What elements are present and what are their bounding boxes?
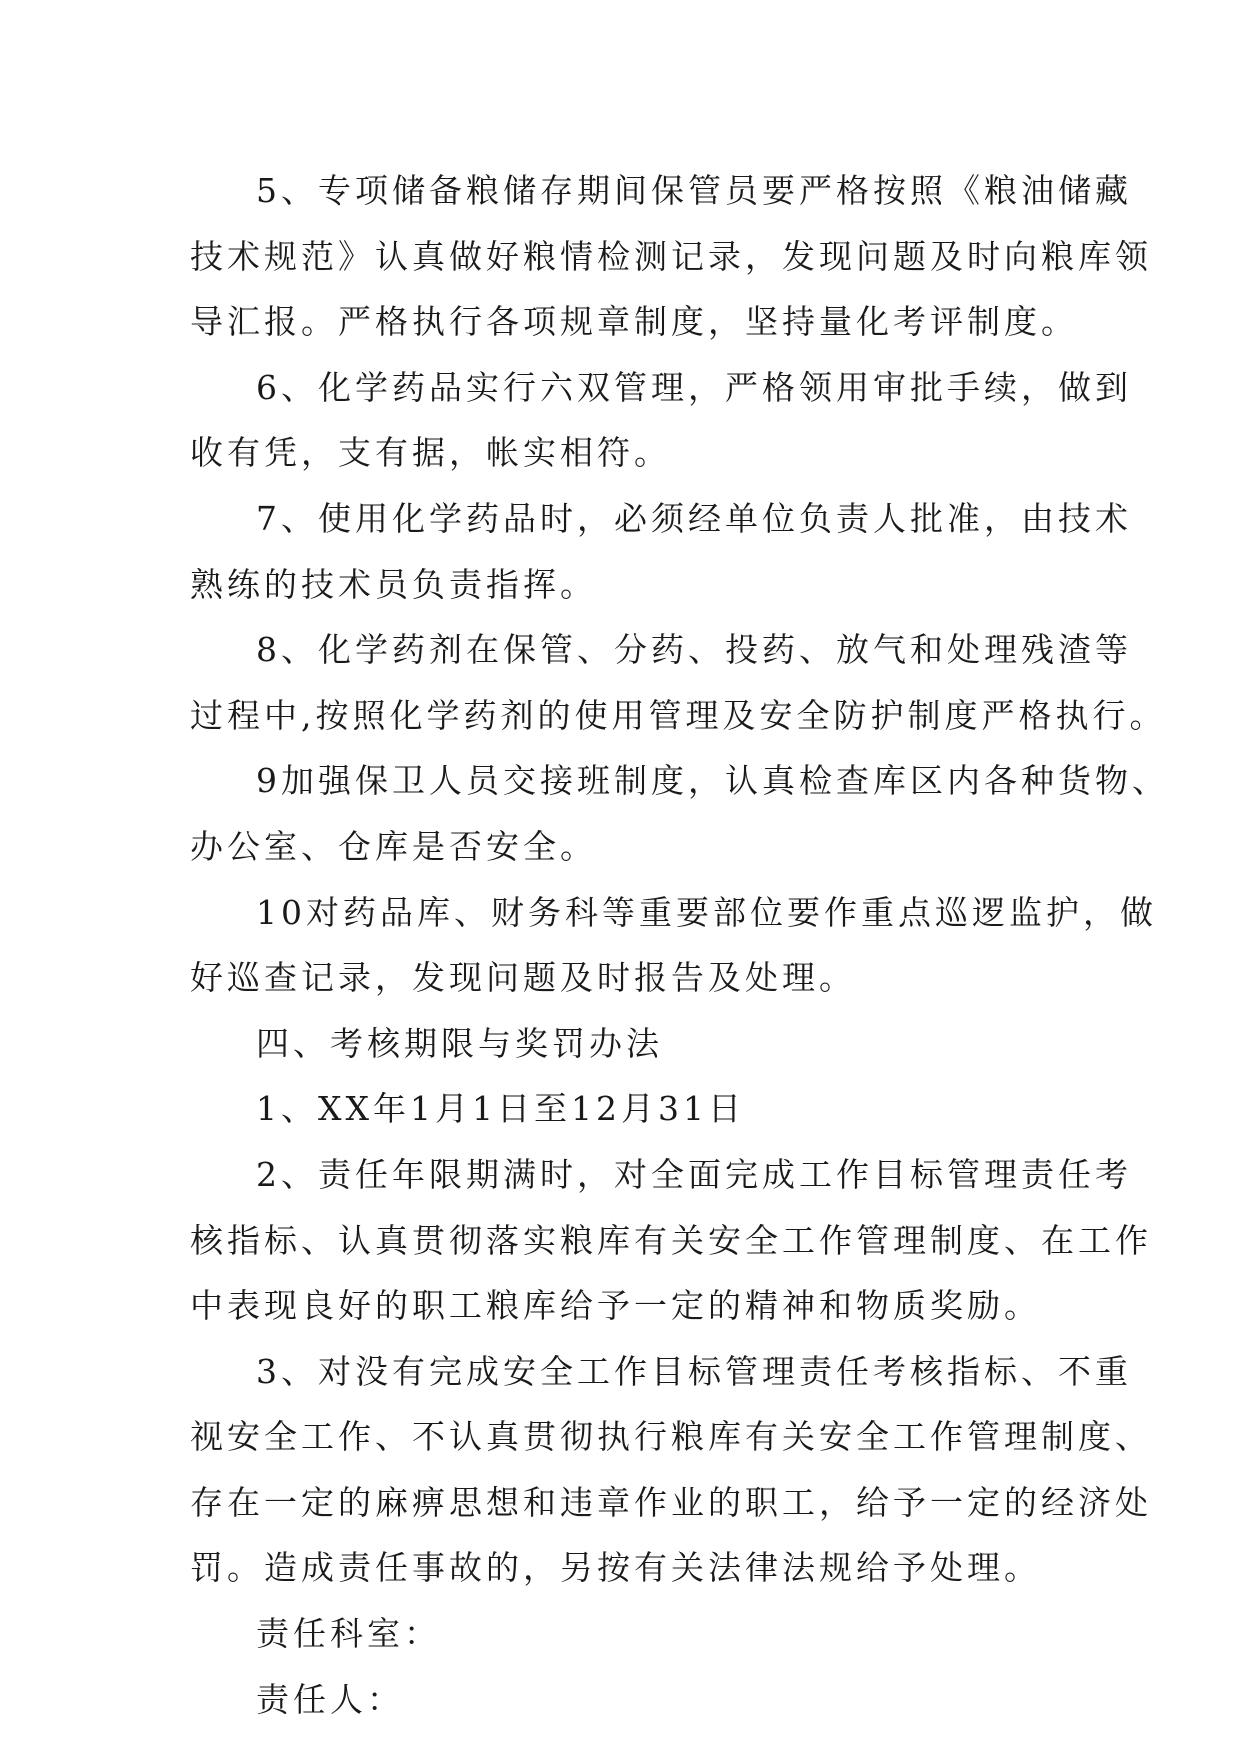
text-line: 6、化学药品实行六双管理，严格领用审批手续，做到 [256,367,1132,407]
text-line: 熟练的技术员负责指挥。 [190,564,597,604]
text-line: 收有凭，支有据，帐实相符。 [190,433,671,473]
text-line: 5、专项储备粮储存期间保管员要严格按照《粮油储藏 [256,171,1132,210]
text-line: 办公室、仓库是否安全。 [190,826,597,866]
text-line: 10对药品库、财务科等重要部位要作重点巡逻监护，做 [256,892,1157,932]
text-line: 8、化学药剂在保管、分药、投药、放气和处理残渣等 [256,630,1132,670]
text-line: 导汇报。严格执行各项规章制度，坚持量化考评制度。 [190,302,1078,342]
text-line: 技术规范》认真做好粮情检测记录，发现问题及时向粮库领 [190,236,1152,276]
text-line: 2、责任年限期满时，对全面完成工作目标管理责任考 [256,1154,1132,1194]
responsible-department-label: 责任科室： [256,1614,441,1654]
text-line: 中表现良好的职工粮库给予一定的精神和物质奖励。 [190,1286,1041,1326]
document-body [190,158,1169,1732]
text-line: 核指标、认真贯彻落实粮库有关安全工作管理制度、在工作 [190,1220,1152,1260]
section-heading: 四、考核期限与奖罚办法 [256,1023,663,1063]
text-line: 罚。造成责任事故的，另按有关法律法规给予处理。 [190,1548,1041,1588]
responsible-person-label: 责任人： [256,1679,404,1719]
text-line: 过程中,按照化学药剂的使用管理及安全防护制度严格执行。 [190,695,1167,735]
text-line: 7、使用化学药品时，必须经单位负责人批准，由技术 [256,498,1132,538]
text-line: 存在一定的麻痹思想和违章作业的职工，给予一定的经济处 [190,1482,1152,1522]
text-line: 9加强保卫人员交接班制度，认真检查库区内各种货物、 [256,761,1169,801]
text-line: 1、XX年1月1日至12月31日 [256,1089,745,1129]
text-line: 视安全工作、不认真贯彻执行粮库有关安全工作管理制度、 [190,1417,1152,1457]
text-line: 3、对没有完成安全工作目标管理责任考核指标、不重 [256,1351,1132,1391]
text-line: 好巡查记录，发现问题及时报告及处理。 [190,958,856,998]
